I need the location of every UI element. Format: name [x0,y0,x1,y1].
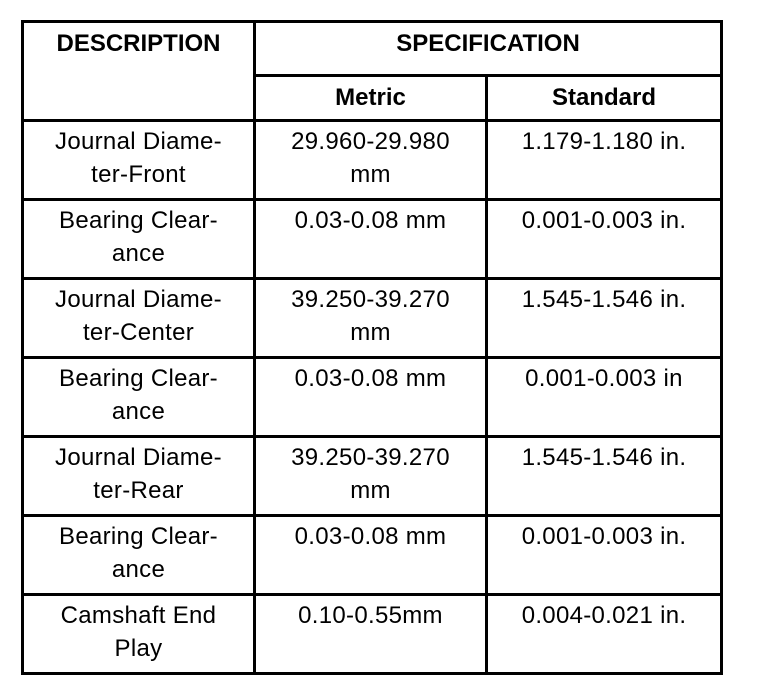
metric-text: 29.960-29.980 mm [291,128,450,188]
metric-text: 0.10-0.55mm [298,602,443,629]
metric-cell [255,279,487,358]
standard-cell [487,437,722,516]
metric-cell [255,437,487,516]
standard-cell [487,358,722,437]
description-text: Bearing Clear- ance [59,365,218,425]
description-text: Journal Diame- ter-Rear [55,444,222,504]
standard-cell [487,200,722,279]
table-row [23,595,722,674]
standard-text: 0.001-0.003 in. [521,207,687,234]
table-row [23,279,722,358]
standard-text: 1.179-1.180 in. [521,128,687,155]
table-row [23,200,722,279]
description-text: Bearing Clear- ance [59,523,218,583]
standard-text: 1.545-1.546 in. [521,444,687,471]
metric-cell [255,200,487,279]
description-header: DESCRIPTION [23,22,255,121]
standard-text: 0.004-0.021 in. [521,602,687,629]
description-cell [23,437,255,516]
table-row [23,121,722,200]
metric-header: Metric [255,76,487,121]
standard-cell [487,279,722,358]
standard-text: 0.001-0.003 in. [521,523,687,550]
standard-cell [487,121,722,200]
metric-text: 39.250-39.270 mm [291,444,450,504]
standard-text: 1.545-1.546 in. [521,286,687,313]
description-cell [23,200,255,279]
table-row [23,437,722,516]
description-text: Camshaft End Play [60,602,217,662]
specification-header: SPECIFICATION [255,22,722,76]
metric-cell [255,516,487,595]
description-text: Journal Diame- ter-Front [55,128,222,188]
metric-cell [255,121,487,200]
header-row-top [23,22,722,76]
metric-text: 0.03-0.08 mm [294,207,447,234]
metric-text: 0.03-0.08 mm [294,365,447,392]
standard-header: Standard [487,76,722,121]
standard-cell [487,595,722,674]
description-text: Bearing Clear- ance [59,207,218,267]
table-row [23,358,722,437]
standard-cell [487,516,722,595]
description-cell [23,516,255,595]
metric-text: 0.03-0.08 mm [294,523,447,550]
metric-text: 39.250-39.270 mm [291,286,450,346]
table-row [23,516,722,595]
description-cell [23,279,255,358]
camshaft-spec-table [21,20,723,675]
description-cell [23,121,255,200]
metric-cell [255,358,487,437]
metric-cell [255,595,487,674]
description-cell [23,595,255,674]
description-text: Journal Diame- ter-Center [55,286,222,346]
standard-text: 0.001-0.003 in [525,365,683,392]
description-cell [23,358,255,437]
